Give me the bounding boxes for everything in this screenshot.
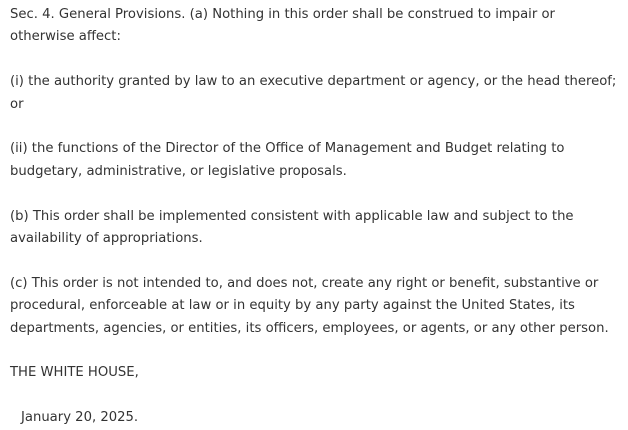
document-body — [10, 4, 622, 430]
section-4-general-provisions: Sec. 4. General Provisions. (a) Nothing in this order shall be construed to impair or otherwise affect: — [10, 7, 555, 45]
clause-b-implementation: (b) This order shall be implemented consistent with applicable law and subject to the availability of appropriations. — [10, 208, 574, 247]
clause-ii-omb-functions: (ii) the functions of the Director of the Office of Management and Budget relating to budgetary, administrative, or legislative proposals. — [10, 141, 565, 179]
clause-c-no-rights: (c) This order is not intended to, and does not, create any right or benefit, substantive or procedural, enforceable at law or in equity by any party against the United States, its departments, agencies, or entities, its officers, employees, or agents, or any other person. — [10, 275, 609, 336]
clause-i-authority: (i) the authority granted by law to an executive department or agency, or the head thereof; or — [10, 74, 617, 112]
date-line: January 20, 2025. — [21, 410, 139, 426]
signature-line: THE WHITE HOUSE, — [10, 365, 139, 381]
